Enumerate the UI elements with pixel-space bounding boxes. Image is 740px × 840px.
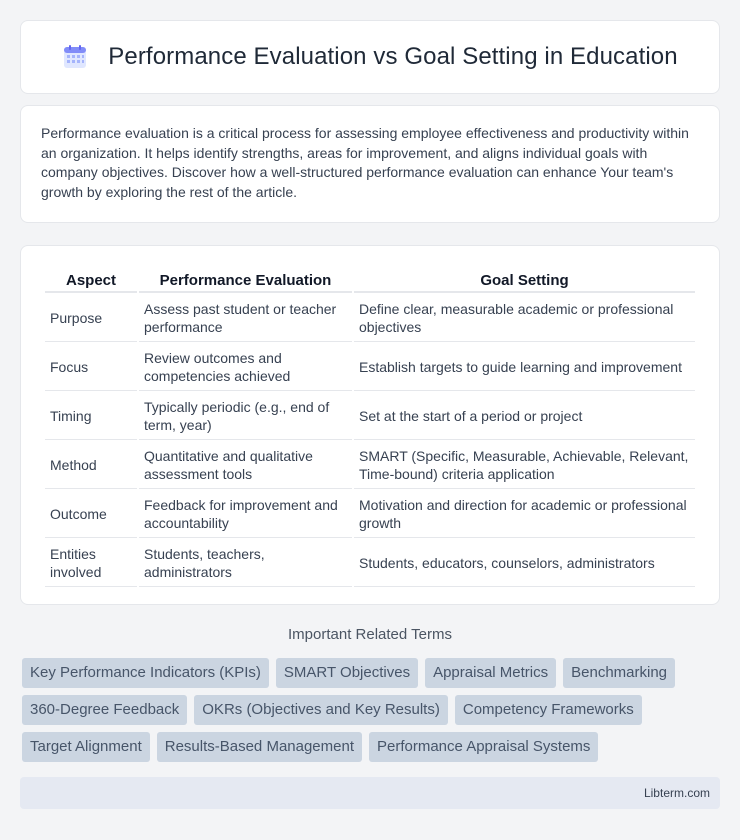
header-goal-setting: Goal Setting — [354, 268, 695, 293]
cell-aspect: Outcome — [45, 491, 137, 538]
cell-goal: SMART (Specific, Measurable, Achievable, Relevant, Time-bound) criteria application — [354, 442, 695, 489]
table-row — [45, 295, 695, 342]
cell-performance: Review outcomes and competencies achieved — [139, 344, 352, 391]
cell-performance: Students, teachers, administrators — [139, 540, 352, 587]
footer — [20, 777, 720, 809]
cell-performance: Feedback for improvement and accountability — [139, 491, 352, 538]
cell-performance: Assess past student or teacher performance — [139, 295, 352, 342]
table-row — [45, 491, 695, 538]
related-terms-title: Important Related Terms — [288, 626, 452, 643]
cell-aspect: Focus — [45, 344, 137, 391]
cell-goal: Students, educators, counselors, administrators — [354, 540, 695, 587]
comparison-table — [43, 266, 697, 589]
related-term-tag[interactable]: Results-Based Management — [157, 732, 362, 762]
table-row — [45, 540, 695, 587]
table-row — [45, 393, 695, 440]
cell-aspect: Entities involved — [45, 540, 137, 587]
header-card — [20, 20, 720, 94]
table-header-row — [45, 268, 695, 293]
comparison-table-card — [20, 245, 720, 605]
header-aspect: Aspect — [45, 268, 137, 293]
related-term-tag[interactable]: Competency Frameworks — [455, 695, 642, 725]
related-term-tag[interactable]: Appraisal Metrics — [425, 658, 556, 688]
page-title: Performance Evaluation vs Goal Setting in Education — [108, 43, 678, 70]
cell-goal: Motivation and direction for academic or professional growth — [354, 491, 695, 538]
cell-performance: Quantitative and qualitative assessment tools — [139, 442, 352, 489]
cell-aspect: Timing — [45, 393, 137, 440]
related-term-tag[interactable]: Target Alignment — [22, 732, 150, 762]
cell-aspect: Purpose — [45, 295, 137, 342]
related-term-tag[interactable]: 360-Degree Feedback — [22, 695, 187, 725]
cell-goal: Set at the start of a period or project — [354, 393, 695, 440]
related-term-tag[interactable]: SMART Objectives — [276, 658, 418, 688]
related-term-tag[interactable]: Key Performance Indicators (KPIs) — [22, 658, 269, 688]
related-term-tag[interactable]: Performance Appraisal Systems — [369, 732, 598, 762]
header-performance-evaluation: Performance Evaluation — [139, 268, 352, 293]
cell-aspect: Method — [45, 442, 137, 489]
cell-goal: Define clear, measurable academic or professional objectives — [354, 295, 695, 342]
footer-site-link[interactable]: Libterm.com — [643, 786, 710, 800]
related-terms-list — [22, 658, 722, 762]
related-term-tag[interactable]: Benchmarking — [563, 658, 675, 688]
cell-goal: Establish targets to guide learning and improvement — [354, 344, 695, 391]
calendar-grid-icon — [62, 44, 88, 70]
intro-card — [20, 105, 720, 223]
table-row — [45, 344, 695, 391]
table-row — [45, 442, 695, 489]
intro-text: Performance evaluation is a critical process for assessing employee effectiveness and productivity within an organization. It helps identify strengths, areas for improvement, and aligns individual goals with company objectives. Discover how a well-structured performance evaluation can enhance Your team's growth by exploring the rest of the article. — [41, 125, 689, 200]
cell-performance: Typically periodic (e.g., end of term, year) — [139, 393, 352, 440]
related-term-tag[interactable]: OKRs (Objectives and Key Results) — [194, 695, 448, 725]
